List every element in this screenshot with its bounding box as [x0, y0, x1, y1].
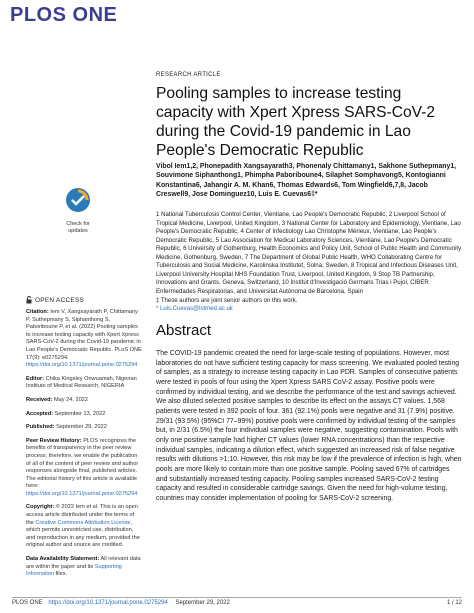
- article-sidebar: [26, 309, 142, 585]
- author-notes: [156, 297, 297, 314]
- page-number: 1 / 12: [446, 600, 462, 606]
- corresponding-email-link[interactable]: * Luis.Cuevas@lstmed.ac.uk: [156, 306, 233, 313]
- page-footer: [12, 600, 462, 606]
- peer-review-link[interactable]: https://doi.org/10.1371/journal.pone.0275294: [26, 490, 138, 497]
- open-lock-icon: [26, 296, 32, 304]
- data-availability-block: Data Availability Statement: All relevant data are within the paper and its Supporting Information files.: [26, 556, 141, 578]
- citation-block: Citation: Iem V, Xangsayarath P, Chittamany P, Suthepmany S, Siphanthong S, Paboriboune P, et al. (2022) Pooling samples to increase testing capacity with Xpert Xpress SARS-CoV-2 during the Covid-19 pandemic in Lao People's Democratic Republic. PLoS ONE 17(9): e0275294. https://doi.org/10.1371/journal.pone.0275294: [26, 309, 142, 369]
- published-block: Published: September 29, 2022: [26, 424, 107, 431]
- affiliations: 1 National Tuberculosis Control Center, Vientiane, Lao People's Democratic Republic, 2 Liverpool School of Tropical Medicine, Liverpool, United Kingdom, 3 National Center for Laboratory and Epidemiology, Vientiane, Lao People's Democratic Republic, 4 Center of Infectiology Lao Christophe Mérieux, Vientiane, Lao People's Democratic Republic, 5 Lao Association for Medical Laboratory Sciences, Vientiane, Lao People's Democratic Republic, 6 University of Gothenburg, Health Economics and Policy Unit, School of Public Health and Community Medicine, Gothenburg, Sweden, 7 The Department of Global Public Health, WHO Collaborating Centre for Tuberculosis and Social Medicine, Karolinska Institutet, Solna, Sweden, 8 Tropical and Infectious Diseases Unit, Liverpool University Hospital NHS Foundation Trust, Liverpool, United Kingdom, 9 Stop TB Partnership, Innovations and Grants, Geneva, Switzerland, 10 Institut d'Investigació Germans Trias i Pujol, CIBER Enfermedades Respiratorias, and Universitat Autònoma de Barcelona, Spain: [156, 211, 462, 295]
- footer-journal: PLOS ONE: [12, 600, 43, 606]
- check-for-updates-badge[interactable]: [52, 186, 104, 232]
- citation-doi-link[interactable]: https://doi.org/10.1371/journal.pone.0275294: [26, 362, 138, 369]
- footer-doi-link[interactable]: https://doi.org/10.1371/journal.pone.0275294: [48, 600, 168, 606]
- copyright-block: Copyright: © 2022 Iem et al. This is an open access article distributed under the terms of the Creative Commons Attribution License, which permits unrestricted use, distribution, and reproduction in any medium, provided the original author and source are credited.: [26, 504, 140, 549]
- footer-divider: [12, 597, 462, 598]
- open-access-badge: [26, 296, 84, 304]
- license-link[interactable]: Creative Commons Attribution License: [35, 519, 131, 526]
- abstract-heading: Abstract: [156, 322, 212, 339]
- check-updates-icon: [52, 186, 104, 216]
- supporting-info-link[interactable]: Supporting Information: [26, 563, 122, 578]
- journal-brand[interactable]: PLOS ONE: [10, 4, 118, 26]
- editor-block: Editor: Chika Kingsley Onwuamah, Nigerian Institute of Medical Research, NIGERIA: [26, 375, 137, 390]
- received-block: Received: May 24, 2022: [26, 396, 88, 403]
- footer-date: September 29, 2022: [175, 600, 230, 606]
- check-updates-label: Check for updates: [66, 221, 90, 234]
- accepted-block: Accepted: September 13, 2022: [26, 410, 106, 417]
- article-type: RESEARCH ARTICLE: [156, 72, 221, 78]
- peer-review-block: Peer Review History: PLOS recognizes the benefits of transparency in the peer review process; therefore, we enable the publication of all of the content of peer review and author responses alongside final, published articles. The editorial history of this article is available here: https://doi.org/10.1371/journal.pone.0275294: [26, 437, 139, 497]
- open-access-label: OPEN ACCESS: [35, 296, 85, 304]
- joint-authors-note: ‡ These authors are joint senior authors on this work.: [156, 298, 298, 304]
- author-list: Vibol Iem1,2, Phonepadith Xangsayarath3, Phonenaly Chittamany1, Sakhone Suthepmany1, Souvimone Siphanthong1, Phimpha Paboriboune4, Silaphet Somphavong5, Kontogianni Konstantina6, Jahangir A. M. Khan6, Thomas Edwards6, Tom Wingfield6,7,8, Jacob Creswell9, Jose Dominguez10, Luis E. Cuevas6‡*: [156, 163, 457, 199]
- article-title: Pooling samples to increase testing capacity with Xpert Xpress SARS-CoV-2 during the Covid-19 pandemic in Lao People's Democratic Republic: [156, 85, 436, 159]
- abstract-text: The COVID-19 pandemic created the need for large-scale testing of populations. However, most laboratories do not have sufficient testing capacity for mass screening. We evaluated pooled testing of samples, as a strategy to increase testing capacity in Lao PDR. Samples of consecutive patients were tested in pools of four using the Xpert Xpress SARS CoV-2 assay. Positive pools were confirmed by individual testing, and we describe the performance of the test and savings achieved. We also diluted selected positive samples to describe its effect on the assays CT values. 1,568 patients were tested in 392 pools of four. 361 (92.1%) pools were negative and 31 (7.9%) positive. 29/31 (93.5%) (95%CI 77–99%) positive pools were confirmed by individual testing of the samples but, in 2/31 (6.5%) the four individual samples were negative, suggesting contamination. Pools with only one positive sample had higher CT values (lower RNA concentrations) than the respective individual samples, indicating a dilution effect, which suggested an increased risk of false negative results with dilutions >1:10. However, this risk may be low if the prevalence of infection is high, when pools are more likely to contain more than one positive sample. Pooling saved 67% of cartridges and substantially increased testing capacity. Pooling samples increased SARS-CoV-2 testing capacity and resulted in considerable cartridge savings. Given the need for high-volume testing, countries may consider implementation of pooling for SARS-CoV-2 screening.: [156, 350, 462, 502]
